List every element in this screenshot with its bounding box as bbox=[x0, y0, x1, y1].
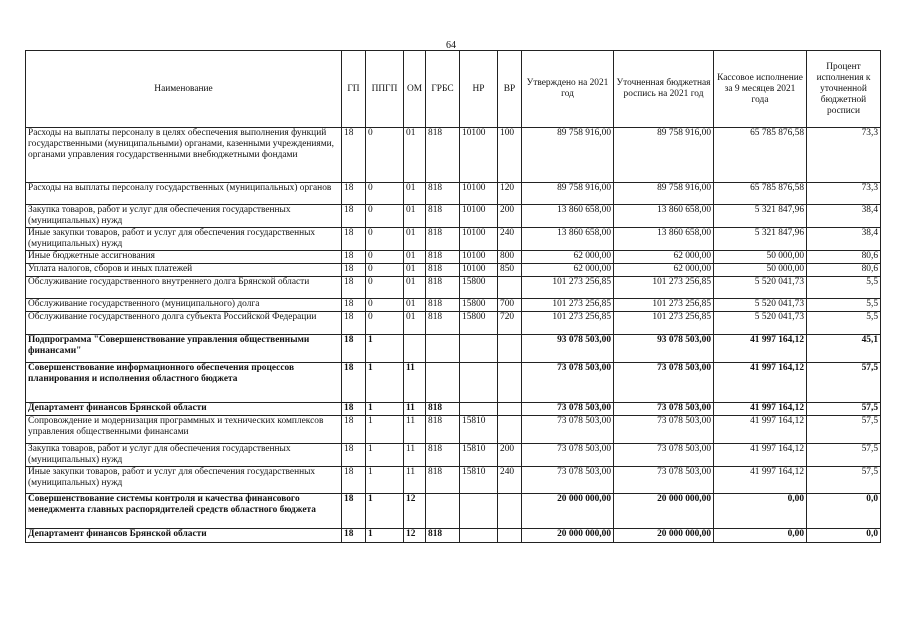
cell-approved: 20 000 000,00 bbox=[522, 529, 614, 543]
cell-name: Расходы на выплаты персоналу государственных (муниципальных) органов bbox=[26, 183, 342, 205]
table-row bbox=[26, 299, 881, 312]
cell-cash: 5 321 847,96 bbox=[714, 228, 807, 251]
cell-approved: 89 758 916,00 bbox=[522, 128, 614, 183]
cell-om: 11 bbox=[404, 403, 426, 416]
cell-grbs: 818 bbox=[426, 183, 460, 205]
cell-name: Обслуживание государственного долга субъекта Российской Федерации bbox=[26, 312, 342, 335]
cell-nr: 15810 bbox=[460, 416, 498, 444]
cell-gp: 18 bbox=[342, 403, 366, 416]
cell-approved: 20 000 000,00 bbox=[522, 494, 614, 529]
table-row bbox=[26, 467, 881, 494]
cell-vr: 720 bbox=[498, 312, 522, 335]
cell-cash: 41 997 164,12 bbox=[714, 363, 807, 403]
cell-gp: 18 bbox=[342, 467, 366, 494]
cell-ppgp: 1 bbox=[366, 363, 404, 403]
cell-nr: 10100 bbox=[460, 128, 498, 183]
cell-om: 01 bbox=[404, 251, 426, 264]
table-row bbox=[26, 251, 881, 264]
cell-refined: 13 860 658,00 bbox=[614, 205, 714, 228]
table-row bbox=[26, 444, 881, 467]
cell-percent: 57,5 bbox=[807, 416, 881, 444]
cell-om: 11 bbox=[404, 363, 426, 403]
cell-name: Подпрограмма "Совершенствование управления общественными финансами" bbox=[26, 335, 342, 363]
cell-percent: 5,5 bbox=[807, 277, 881, 299]
cell-approved: 101 273 256,85 bbox=[522, 277, 614, 299]
cell-vr: 700 bbox=[498, 299, 522, 312]
cell-om: 11 bbox=[404, 444, 426, 467]
cell-gp: 18 bbox=[342, 529, 366, 543]
cell-refined: 20 000 000,00 bbox=[614, 494, 714, 529]
cell-ppgp: 0 bbox=[366, 277, 404, 299]
cell-ppgp: 1 bbox=[366, 529, 404, 543]
cell-vr: 240 bbox=[498, 228, 522, 251]
cell-ppgp: 0 bbox=[366, 128, 404, 183]
header-name: Наименование bbox=[26, 51, 342, 128]
cell-gp: 18 bbox=[342, 416, 366, 444]
cell-name: Обслуживание государственного внутреннего долга Брянской области bbox=[26, 277, 342, 299]
cell-gp: 18 bbox=[342, 183, 366, 205]
cell-gp: 18 bbox=[342, 494, 366, 529]
cell-gp: 18 bbox=[342, 444, 366, 467]
cell-nr bbox=[460, 494, 498, 529]
cell-gp: 18 bbox=[342, 228, 366, 251]
cell-vr bbox=[498, 363, 522, 403]
cell-percent: 57,5 bbox=[807, 444, 881, 467]
table-row bbox=[26, 277, 881, 299]
cell-percent: 5,5 bbox=[807, 312, 881, 335]
page-number: 64 bbox=[446, 40, 456, 51]
header-cash: Кассовое исполнение за 9 месяцев 2021 года bbox=[714, 51, 807, 128]
cell-om: 12 bbox=[404, 494, 426, 529]
cell-om: 11 bbox=[404, 467, 426, 494]
cell-name: Иные закупки товаров, работ и услуг для обеспечения государственных (муниципальных) нужд bbox=[26, 228, 342, 251]
cell-grbs: 818 bbox=[426, 444, 460, 467]
cell-grbs: 818 bbox=[426, 251, 460, 264]
cell-om: 12 bbox=[404, 529, 426, 543]
cell-percent: 57,5 bbox=[807, 467, 881, 494]
cell-refined: 73 078 503,00 bbox=[614, 403, 714, 416]
cell-grbs bbox=[426, 363, 460, 403]
cell-cash: 65 785 876,58 bbox=[714, 128, 807, 183]
cell-name: Иные закупки товаров, работ и услуг для обеспечения государственных (муниципальных) нужд bbox=[26, 467, 342, 494]
cell-refined: 13 860 658,00 bbox=[614, 228, 714, 251]
cell-gp: 18 bbox=[342, 205, 366, 228]
cell-ppgp: 1 bbox=[366, 467, 404, 494]
cell-vr bbox=[498, 335, 522, 363]
cell-cash: 5 520 041,73 bbox=[714, 299, 807, 312]
cell-vr: 850 bbox=[498, 264, 522, 277]
cell-ppgp: 0 bbox=[366, 228, 404, 251]
cell-percent: 57,5 bbox=[807, 363, 881, 403]
cell-grbs: 818 bbox=[426, 299, 460, 312]
table-row bbox=[26, 494, 881, 529]
cell-refined: 73 078 503,00 bbox=[614, 467, 714, 494]
budget-execution-table bbox=[25, 50, 881, 543]
cell-name: Совершенствование системы контроля и качества финансового менеджмента главных распорядителей средств областного бюджета bbox=[26, 494, 342, 529]
cell-ppgp: 1 bbox=[366, 335, 404, 363]
table-body bbox=[26, 128, 881, 543]
cell-approved: 62 000,00 bbox=[522, 251, 614, 264]
cell-om: 01 bbox=[404, 277, 426, 299]
cell-nr bbox=[460, 403, 498, 416]
table-row bbox=[26, 403, 881, 416]
cell-percent: 80,6 bbox=[807, 264, 881, 277]
header-refined: Уточненная бюджетная роспись на 2021 год bbox=[614, 51, 714, 128]
cell-approved: 73 078 503,00 bbox=[522, 416, 614, 444]
table-row bbox=[26, 335, 881, 363]
cell-gp: 18 bbox=[342, 251, 366, 264]
cell-nr: 10100 bbox=[460, 183, 498, 205]
cell-refined: 93 078 503,00 bbox=[614, 335, 714, 363]
cell-vr bbox=[498, 403, 522, 416]
cell-grbs: 818 bbox=[426, 128, 460, 183]
cell-cash: 5 321 847,96 bbox=[714, 205, 807, 228]
cell-name: Закупка товаров, работ и услуг для обеспечения государственных (муниципальных) нужд bbox=[26, 205, 342, 228]
table-row bbox=[26, 529, 881, 543]
cell-refined: 73 078 503,00 bbox=[614, 416, 714, 444]
header-grbs: ГРБС bbox=[426, 51, 460, 128]
cell-percent: 57,5 bbox=[807, 403, 881, 416]
header-nr: НР bbox=[460, 51, 498, 128]
cell-name: Уплата налогов, сборов и иных платежей bbox=[26, 264, 342, 277]
cell-refined: 89 758 916,00 bbox=[614, 183, 714, 205]
cell-grbs: 818 bbox=[426, 228, 460, 251]
cell-approved: 73 078 503,00 bbox=[522, 363, 614, 403]
cell-name: Иные бюджетные ассигнования bbox=[26, 251, 342, 264]
cell-om: 01 bbox=[404, 228, 426, 251]
cell-cash: 0,00 bbox=[714, 494, 807, 529]
cell-nr: 15800 bbox=[460, 299, 498, 312]
cell-gp: 18 bbox=[342, 299, 366, 312]
cell-name: Совершенствование информационного обеспечения процессов планирования и исполнения областного бюджета bbox=[26, 363, 342, 403]
header-row bbox=[26, 51, 881, 128]
cell-vr: 200 bbox=[498, 444, 522, 467]
cell-percent: 38,4 bbox=[807, 205, 881, 228]
cell-grbs: 818 bbox=[426, 529, 460, 543]
cell-gp: 18 bbox=[342, 277, 366, 299]
cell-om: 01 bbox=[404, 264, 426, 277]
cell-om: 01 bbox=[404, 128, 426, 183]
cell-cash: 41 997 164,12 bbox=[714, 444, 807, 467]
cell-cash: 65 785 876,58 bbox=[714, 183, 807, 205]
cell-percent: 80,6 bbox=[807, 251, 881, 264]
cell-nr: 10100 bbox=[460, 251, 498, 264]
cell-nr: 15800 bbox=[460, 277, 498, 299]
cell-gp: 18 bbox=[342, 363, 366, 403]
cell-om: 01 bbox=[404, 312, 426, 335]
header-approved: Утверждено на 2021 год bbox=[522, 51, 614, 128]
cell-cash: 5 520 041,73 bbox=[714, 312, 807, 335]
cell-name: Обслуживание государственного (муниципального) долга bbox=[26, 299, 342, 312]
cell-gp: 18 bbox=[342, 312, 366, 335]
cell-vr: 800 bbox=[498, 251, 522, 264]
cell-cash: 50 000,00 bbox=[714, 264, 807, 277]
cell-ppgp: 0 bbox=[366, 251, 404, 264]
cell-ppgp: 0 bbox=[366, 183, 404, 205]
cell-approved: 13 860 658,00 bbox=[522, 205, 614, 228]
cell-nr: 10100 bbox=[460, 228, 498, 251]
cell-om: 01 bbox=[404, 299, 426, 312]
cell-cash: 0,00 bbox=[714, 529, 807, 543]
cell-name: Закупка товаров, работ и услуг для обеспечения государственных (муниципальных) нужд bbox=[26, 444, 342, 467]
cell-ppgp: 0 bbox=[366, 312, 404, 335]
cell-nr bbox=[460, 335, 498, 363]
cell-approved: 93 078 503,00 bbox=[522, 335, 614, 363]
header-ppgp: ППГП bbox=[366, 51, 404, 128]
cell-vr: 240 bbox=[498, 467, 522, 494]
cell-vr bbox=[498, 494, 522, 529]
cell-approved: 73 078 503,00 bbox=[522, 444, 614, 467]
cell-cash: 41 997 164,12 bbox=[714, 403, 807, 416]
cell-percent: 38,4 bbox=[807, 228, 881, 251]
cell-ppgp: 0 bbox=[366, 264, 404, 277]
cell-nr: 15810 bbox=[460, 467, 498, 494]
cell-om: 11 bbox=[404, 416, 426, 444]
cell-refined: 73 078 503,00 bbox=[614, 444, 714, 467]
cell-refined: 101 273 256,85 bbox=[614, 312, 714, 335]
cell-grbs: 818 bbox=[426, 312, 460, 335]
cell-ppgp: 0 bbox=[366, 299, 404, 312]
cell-approved: 89 758 916,00 bbox=[522, 183, 614, 205]
cell-nr: 15810 bbox=[460, 444, 498, 467]
cell-refined: 101 273 256,85 bbox=[614, 299, 714, 312]
cell-percent: 0,0 bbox=[807, 494, 881, 529]
cell-cash: 41 997 164,12 bbox=[714, 335, 807, 363]
header-gp: ГП bbox=[342, 51, 366, 128]
cell-approved: 101 273 256,85 bbox=[522, 312, 614, 335]
cell-refined: 101 273 256,85 bbox=[614, 277, 714, 299]
cell-cash: 50 000,00 bbox=[714, 251, 807, 264]
cell-om: 01 bbox=[404, 205, 426, 228]
cell-refined: 89 758 916,00 bbox=[614, 128, 714, 183]
cell-ppgp: 1 bbox=[366, 403, 404, 416]
cell-nr: 15800 bbox=[460, 312, 498, 335]
table-row bbox=[26, 183, 881, 205]
cell-grbs: 818 bbox=[426, 277, 460, 299]
cell-name: Департамент финансов Брянской области bbox=[26, 529, 342, 543]
cell-ppgp: 0 bbox=[366, 205, 404, 228]
cell-gp: 18 bbox=[342, 128, 366, 183]
table-row bbox=[26, 363, 881, 403]
cell-grbs: 818 bbox=[426, 264, 460, 277]
header-percent: Процент исполнения к уточненной бюджетной росписи bbox=[807, 51, 881, 128]
cell-grbs bbox=[426, 335, 460, 363]
cell-grbs bbox=[426, 494, 460, 529]
table-row bbox=[26, 312, 881, 335]
table-row bbox=[26, 128, 881, 183]
table-row bbox=[26, 205, 881, 228]
cell-ppgp: 1 bbox=[366, 416, 404, 444]
header-om: ОМ bbox=[404, 51, 426, 128]
cell-grbs: 818 bbox=[426, 416, 460, 444]
cell-grbs: 818 bbox=[426, 467, 460, 494]
cell-vr: 100 bbox=[498, 128, 522, 183]
cell-cash: 41 997 164,12 bbox=[714, 467, 807, 494]
cell-refined: 62 000,00 bbox=[614, 264, 714, 277]
cell-vr bbox=[498, 416, 522, 444]
header-vr: ВР bbox=[498, 51, 522, 128]
cell-approved: 62 000,00 bbox=[522, 264, 614, 277]
cell-name: Расходы на выплаты персоналу в целях обеспечения выполнения функций государственными (муниципальными) органами, казенными учреждениями, органами управления государственными внебюджетными фондами bbox=[26, 128, 342, 183]
cell-nr: 10100 bbox=[460, 264, 498, 277]
cell-grbs: 818 bbox=[426, 403, 460, 416]
cell-nr: 10100 bbox=[460, 205, 498, 228]
cell-refined: 20 000 000,00 bbox=[614, 529, 714, 543]
cell-refined: 73 078 503,00 bbox=[614, 363, 714, 403]
cell-approved: 13 860 658,00 bbox=[522, 228, 614, 251]
cell-percent: 73,3 bbox=[807, 128, 881, 183]
cell-name: Департамент финансов Брянской области bbox=[26, 403, 342, 416]
cell-cash: 5 520 041,73 bbox=[714, 277, 807, 299]
cell-ppgp: 1 bbox=[366, 444, 404, 467]
cell-cash: 41 997 164,12 bbox=[714, 416, 807, 444]
table-row bbox=[26, 264, 881, 277]
cell-vr: 200 bbox=[498, 205, 522, 228]
cell-vr: 120 bbox=[498, 183, 522, 205]
cell-approved: 73 078 503,00 bbox=[522, 403, 614, 416]
cell-percent: 73,3 bbox=[807, 183, 881, 205]
cell-vr bbox=[498, 277, 522, 299]
cell-vr bbox=[498, 529, 522, 543]
cell-om bbox=[404, 335, 426, 363]
cell-nr bbox=[460, 529, 498, 543]
cell-nr bbox=[460, 363, 498, 403]
cell-name: Сопровождение и модернизация программных и технических комплексов управления общественными финансами bbox=[26, 416, 342, 444]
cell-grbs: 818 bbox=[426, 205, 460, 228]
cell-approved: 101 273 256,85 bbox=[522, 299, 614, 312]
table-row bbox=[26, 416, 881, 444]
cell-percent: 5,5 bbox=[807, 299, 881, 312]
cell-percent: 45,1 bbox=[807, 335, 881, 363]
cell-percent: 0,0 bbox=[807, 529, 881, 543]
cell-gp: 18 bbox=[342, 264, 366, 277]
table-row bbox=[26, 228, 881, 251]
cell-gp: 18 bbox=[342, 335, 366, 363]
cell-ppgp: 1 bbox=[366, 494, 404, 529]
cell-refined: 62 000,00 bbox=[614, 251, 714, 264]
cell-approved: 73 078 503,00 bbox=[522, 467, 614, 494]
cell-om: 01 bbox=[404, 183, 426, 205]
